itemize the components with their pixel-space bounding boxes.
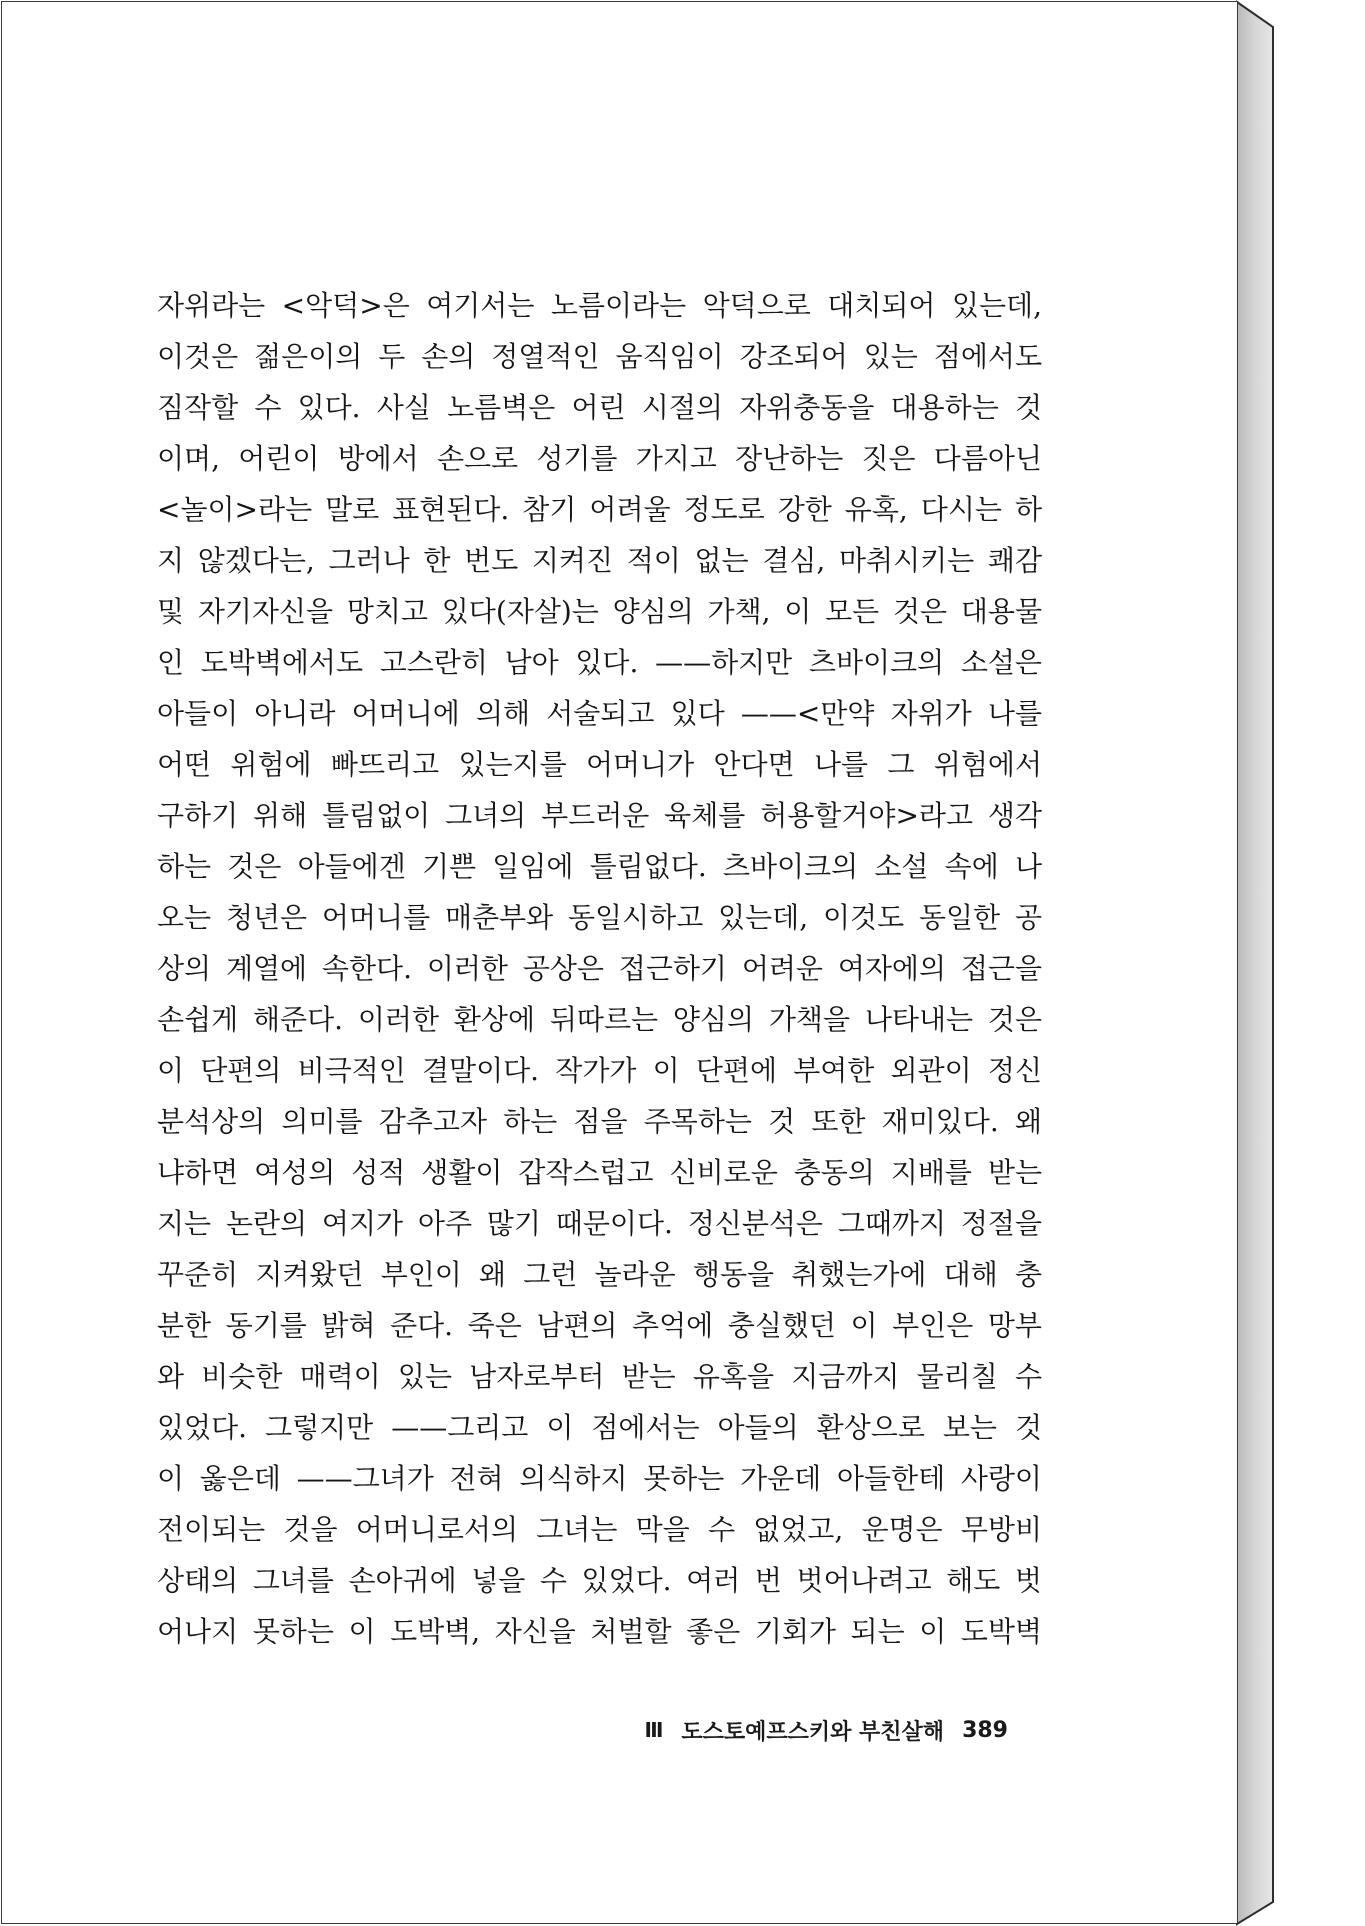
text-line: 하는 것은 아들에겐 기쁜 일임에 틀림없다. 츠바이크의 소설 속에 나 [157,850,1042,883]
text-line: 어나지 못하는 이 도박벽, 자신을 처벌할 좋은 기회가 되는 이 도박벽 [157,1615,1042,1648]
text-line: 이며, 어린이 방에서 손으로 성기를 가지고 장난하는 짓은 다름아닌 [157,442,1042,475]
text-line: 구하기 위해 틀림없이 그녀의 부드러운 육체를 허용할거야>라고 생각 [157,799,1042,832]
text-line: 이것은 젊은이의 두 손의 정열적인 움직임이 강조되어 있는 점에서도 [157,340,1042,373]
text-line: 및 자기자신을 망치고 있다(자살)는 양심의 가책, 이 모든 것은 대용물 [157,595,1042,628]
text-line: 지는 논란의 여지가 아주 많기 때문이다. 정신분석은 그때까지 정절을 [157,1207,1042,1240]
chapter-title: 도스토예프스키와 부친살해 [681,1719,945,1745]
text-line: 어떤 위험에 빠뜨리고 있는지를 어머니가 안다면 나를 그 위험에서 [157,748,1042,781]
text-line: 전이되는 것을 어머니로서의 그녀는 막을 수 없었고, 운명은 무방비 [157,1513,1042,1546]
text-line: 분석상의 의미를 감추고자 하는 점을 주목하는 것 또한 재미있다. 왜 [157,1105,1042,1138]
text-line: 지 않겠다는, 그러나 한 번도 지켜진 적이 없는 결심, 마취시키는 쾌감 [157,544,1042,577]
text-line: 짐작할 수 있다. 사실 노름벽은 어린 시절의 자위충동을 대용하는 것 [157,391,1042,424]
text-line: 상태의 그녀를 손아귀에 넣을 수 있었다. 여러 번 벗어나려고 해도 벗 [157,1564,1042,1597]
body-text [157,280,1042,1657]
page-number: 389 [962,1717,1008,1743]
text-line: 상의 계열에 속한다. 이러한 공상은 접근하기 어려운 여자에의 접근을 [157,952,1042,985]
text-line: 아들이 아니라 어머니에 의해 서술되고 있다 ——<만약 자위가 나를 [157,697,1042,730]
text-line: <놀이>라는 말로 표현된다. 참기 어려울 정도로 강한 유혹, 다시는 하 [157,493,1042,526]
part-numeral: Ⅲ [644,1718,664,1742]
text-line: 이 옳은데 ——그녀가 전혀 의식하지 못하는 가운데 아들한테 사랑이 [157,1462,1042,1495]
text-line: 오는 청년은 어머니를 매춘부와 동일시하고 있는데, 이것도 동일한 공 [157,901,1042,934]
text-line: 꾸준히 지켜왔던 부인이 왜 그런 놀라운 행동을 취했는가에 대해 충 [157,1258,1042,1291]
text-line: 손쉽게 해준다. 이러한 환상에 뒤따르는 양심의 가책을 나타내는 것은 [157,1003,1042,1036]
text-line: 분한 동기를 밝혀 준다. 죽은 남편의 추억에 충실했던 이 부인은 망부 [157,1309,1042,1342]
text-line: 냐하면 여성의 성적 생활이 갑작스럽고 신비로운 충동의 지배를 받는 [157,1156,1042,1189]
text-line: 인 도박벽에서도 고스란히 남아 있다. ——하지만 츠바이크의 소설은 [157,646,1042,679]
text-line: 와 비슷한 매력이 있는 남자로부터 받는 유혹을 지금까지 물리칠 수 [157,1360,1042,1393]
text-line: 있었다. 그렇지만 ——그리고 이 점에서는 아들의 환상으로 보는 것 [157,1411,1042,1444]
running-footer [560,1714,1008,1746]
text-line: 이 단편의 비극적인 결말이다. 작가가 이 단편에 부여한 외관이 정신 [157,1054,1042,1087]
page-thickness-shape [1237,2,1273,1924]
text-line: 자위라는 <악덕>은 여기서는 노름이라는 악덕으로 대치되어 있는데, [157,289,1042,322]
